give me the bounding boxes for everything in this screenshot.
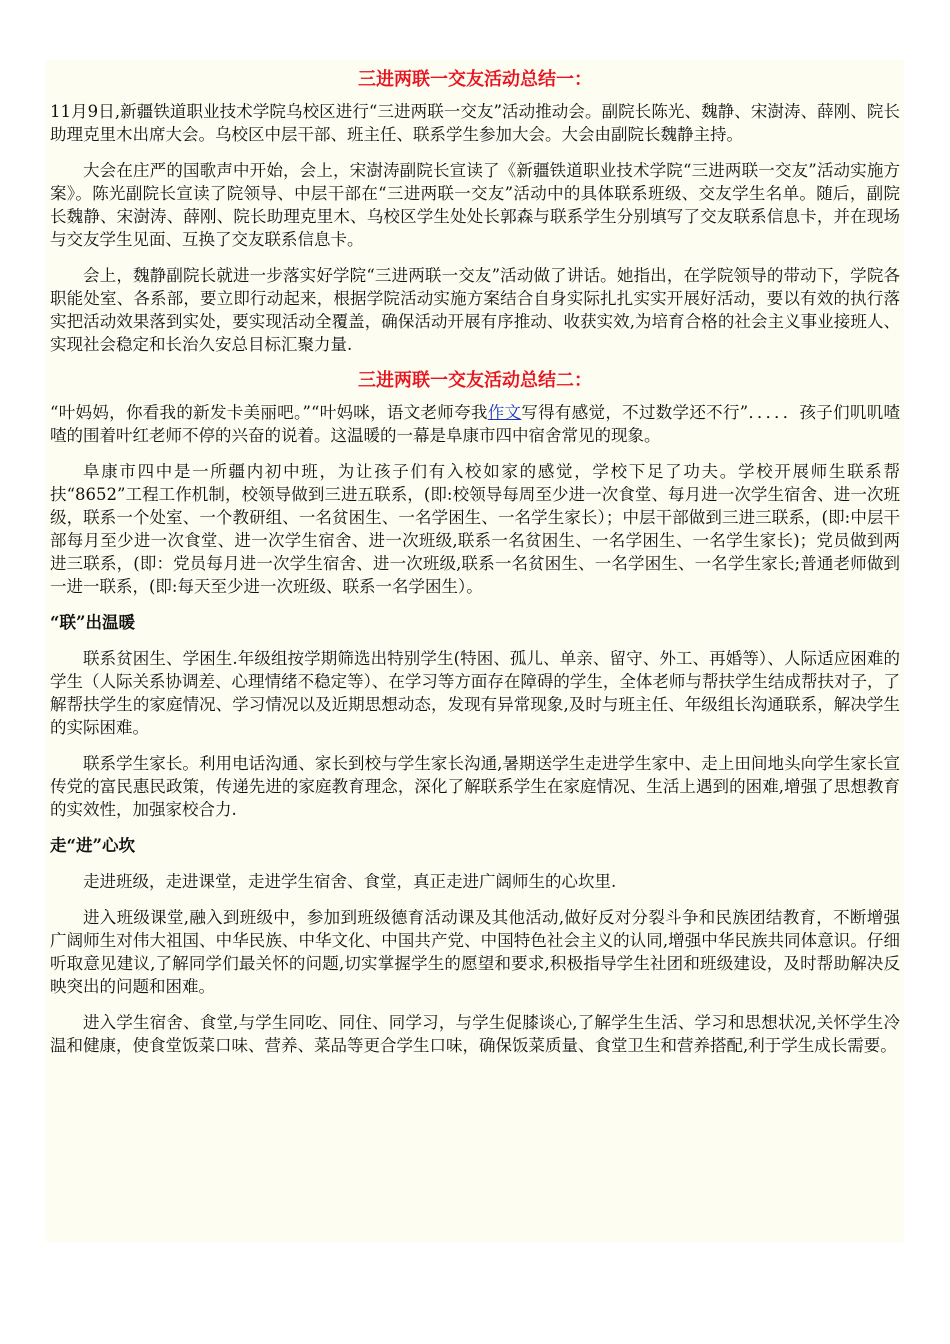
section2-paragraph-5: 走进班级，走进课堂，走进学生宿舍、食堂，真正走进广阔师生的心坎里. <box>83 872 617 891</box>
document-content <box>46 60 904 1057</box>
section2-paragraph-7: 进入学生宿舍、食堂,与学生同吃、同住、同学习，与学生促膝谈心,了解学生生活、学习和思想状况,关怀学生冷温和健康，使食堂饭菜口味、营养、菜品等更合学生口味，确保饭菜质量、食堂卫生和营养搭配,利于学生成长需要。 <box>50 1013 900 1055</box>
subheading-jin: 走“进”心坎 <box>50 836 135 855</box>
section1-paragraph-3: 会上，魏静副院长就进一步落实好学院“三进两联一交友”活动做了讲话。她指出，在学院领导的带动下，学院各职能处室、各系部，要立即行动起来，根据学院活动实施方案结合自身实际扎扎实实开展好活动，要以有效的执行落实把活动效果落到实处，要实现活动全覆盖，确保活动开展有序推动、收获实效,为培育合格的社会主义事业接班人、实现社会稳定和长治久安总目标汇聚力量. <box>50 266 900 354</box>
section2-paragraph-2: 阜康市四中是一所疆内初中班，为让孩子们有入校如家的感觉，学校下足了功夫。学校开展师生联系帮扶“8652”工程工作机制，校领导做到三进五联系，(即:校领导每周至少进一次食堂、每月进一次学生宿舍、进一次班级，联系一个处室、一个教研组、一名贫困生、一名学困生、一名学生家长）；中层干部做到三进三联系，(即:中层干部每月至少进一次食堂、进一次学生宿舍、进一次班级,联系一名贫困生、一名学困生、一名学生家长)；党员做到两进三联系，(即：党员每月进一次学生宿舍、进一次班级,联系一名贫困生、一名学困生、一名学生家长;普通老师做到一进一联系，(即:每天至少进一次班级、联系一名学困生）。 <box>50 462 900 596</box>
section2-paragraph-3: 联系贫困生、学困生.年级组按学期筛选出特别学生(特困、孤儿、单亲、留守、外工、再婚等）、人际适应困难的学生（人际关系协调差、心理情绪不稳定等）、在学习等方面存在障碍的学生，全体老师与帮扶学生结成帮扶对子，了解帮扶学生的家庭情况、学习情况以及近期思想动态，发现有异常现象,及时与班主任、年级组长沟通联系，解决学生的实际困难。 <box>50 649 900 737</box>
section2-paragraph-1 <box>50 401 900 447</box>
section1-title: 三进两联一交友活动总结一： <box>358 69 592 90</box>
section2-paragraph-4: 联系学生家长。利用电话沟通、家长到校与学生家长沟通,暑期送学生走进学生家中、走上田间地头向学生家长宣传党的富民惠民政策，传递先进的家庭教育理念，深化了解联系学生在家庭情况、生活上遇到的困难,增强了思想教育的实效性，加强家校合力. <box>50 754 900 819</box>
subheading-lian: “联”出温暖 <box>50 613 135 632</box>
section1-paragraph-2: 大会在庄严的国歌声中开始，会上，宋澍涛副院长宣读了《新疆铁道职业技术学院“三进两联一交友”活动实施方案》。陈光副院长宣读了院领导、中层干部在“三进两联一交友”活动中的具体联系班级、交友学生名单。随后，副院长魏静、宋澍涛、薛刚、院长助理克里木、乌校区学生处处长郭森与联系学生分别填写了交友联系信息卡，并在现场与交友学生见面、互换了交友联系信息卡。 <box>50 161 900 249</box>
section2-paragraph-6: 进入班级课堂,融入到班级中，参加到班级德育活动课及其他活动,做好反对分裂斗争和民族团结教育，不断增强广阔师生对伟大祖国、中华民族、中华文化、中国共产党、中国特色社会主义的认同,增强中华民族共同体意识。仔细听取意见建议,了解同学们最关怀的问题,切实掌握学生的愿望和要求,积极指导学生社团和班级建设，及时帮助解决反映突出的问题和困难。 <box>50 908 900 996</box>
section1-paragraph-1: 11月9日,新疆铁道职业技术学院乌校区进行“三进两联一交友”活动推动会。副院长陈光、魏静、宋澍涛、薛刚、院长助理克里木出席大会。乌校区中层干部、班主任、联系学生参加大会。大会由副院长魏静主持。 <box>50 102 900 144</box>
quote-text-before: “叶妈妈，你看我的新发卡美丽吧。”“叶妈咪，语文老师夸我 <box>50 403 488 422</box>
document-page <box>46 60 904 1242</box>
section2-title: 三进两联一交友活动总结二： <box>358 370 592 391</box>
quote-text-after: 写得有感觉，不过数学还不行”．．．．．孩子们叽叽喳喳的围着叶红老师不停的兴奋的说着。这温暖的一幕是阜康市四中宿舍常见的现象。 <box>50 403 901 445</box>
essay-link[interactable]: 作文 <box>487 403 522 422</box>
